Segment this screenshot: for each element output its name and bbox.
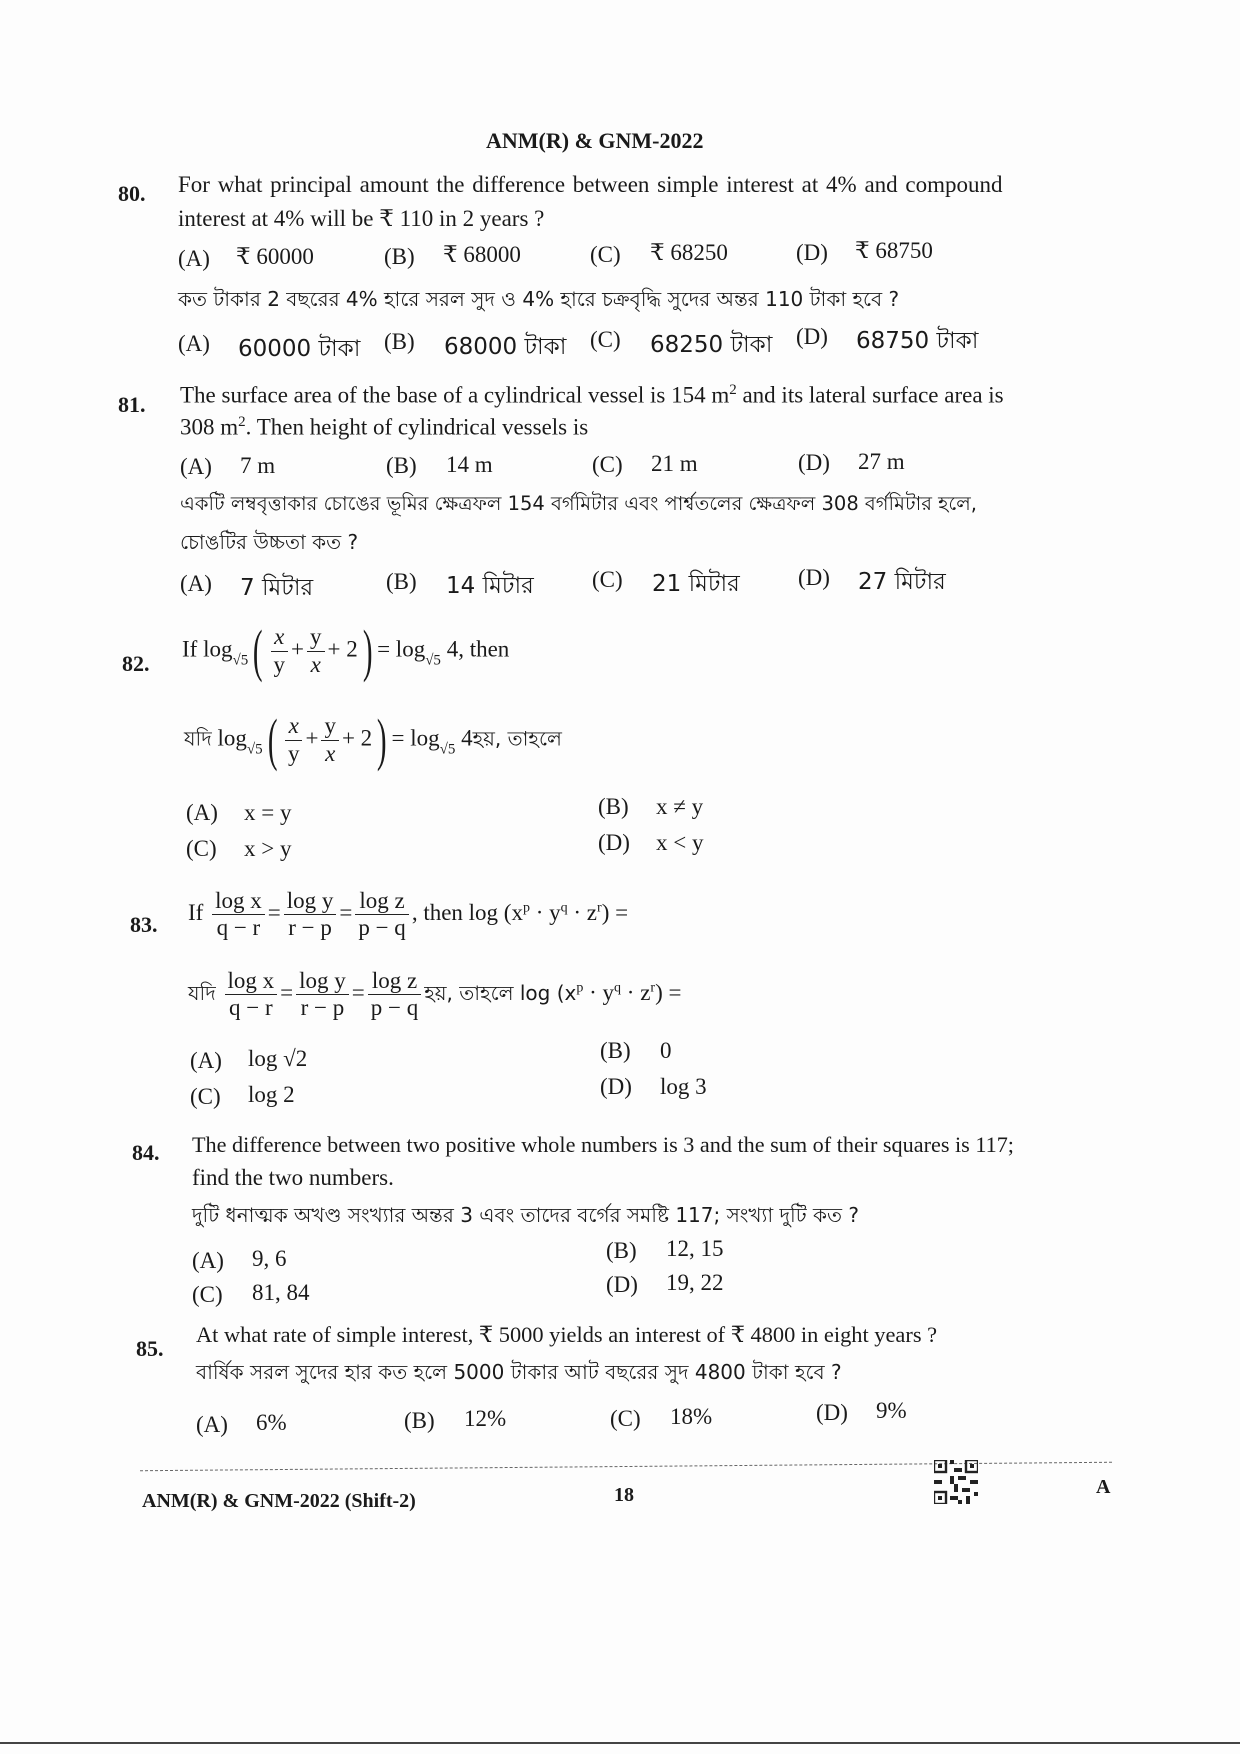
footer-exam-title: ANM(R) & GNM-2022 (Shift-2) <box>142 1490 416 1512</box>
q80-option-a-value: ₹ 60000 <box>236 244 314 269</box>
q85-option-d-label: (D) <box>816 1400 848 1425</box>
q80-option-c-value: ₹ 68250 <box>650 240 728 265</box>
question-number-83: 83. <box>130 912 158 937</box>
q84-option-d-value: 19, 22 <box>666 1270 724 1295</box>
q81-option-c-label: (C) <box>592 452 623 477</box>
q82-option-d-value: x < y <box>656 830 704 855</box>
q80-bn-option-d-label: (D) <box>796 324 828 349</box>
q84-option-c-value: 81, 84 <box>252 1280 310 1305</box>
q83-option-d-label: (D) <box>600 1074 632 1099</box>
q85-option-c-label: (C) <box>610 1406 641 1431</box>
question-number-80: 80. <box>118 181 146 206</box>
superscript-2: 2 <box>238 414 246 430</box>
q80-bn-option-b-label: (B) <box>384 329 415 354</box>
q83-option-d-value: log 3 <box>660 1074 707 1099</box>
q85-option-d-value: 9% <box>876 1398 907 1423</box>
q81-option-b-label: (B) <box>386 453 417 478</box>
question-85-text: At what rate of simple interest, ₹ 5000 yields an interest of ₹ 4800 in eight years ? <box>196 1322 938 1347</box>
q80-bn-option-c-label: (C) <box>590 327 621 352</box>
q81-bn-option-c-value: 21 মিটার <box>652 571 740 597</box>
q81-bn-option-c-label: (C) <box>592 567 623 592</box>
q81-option-a-value: 7 m <box>240 453 276 478</box>
q81-bn-option-a-value: 7 মিটার <box>240 575 314 601</box>
q81-option-a-label: (A) <box>180 454 212 479</box>
page-header-title: ANM(R) & GNM-2022 <box>486 128 704 153</box>
q80-option-c-label: (C) <box>590 242 621 267</box>
question-81-bengali-line1: একটি লম্ববৃত্তাকার চোঙের ভূমির ক্ষেত্রফল 154 বর্গমিটার এবং পার্শ্বতলের ক্ষেত্রফল 308 বর্গমিটার হলে, <box>180 492 977 515</box>
q80-bn-option-d-value: 68750 টাকা <box>856 328 979 354</box>
question-number-82: 82. <box>122 651 150 676</box>
q82-option-a-label: (A) <box>186 800 218 825</box>
q83-option-c-label: (C) <box>190 1084 221 1109</box>
q80-bn-option-a-value: 60000 টাকা <box>238 336 361 362</box>
q80-option-a-label: (A) <box>178 246 210 271</box>
q80-option-d-value: ₹ 68750 <box>855 238 933 263</box>
question-83-equation-en: If $\frac{\text{log x}}{q - r}$ = $\frac{\text{log y}}{r - p}$ = $\frac{\text{log z}}{p - q}$ , then $\log (x^p \cdot y^q \cdot z^r)$ = <box>188 888 629 941</box>
q83-option-b-value: 0 <box>660 1038 672 1063</box>
q84-option-c-label: (C) <box>192 1282 223 1307</box>
page-bottom-edge <box>0 1742 1240 1744</box>
q81-bn-option-b-label: (B) <box>386 569 417 594</box>
q81-bn-option-d-label: (D) <box>798 565 830 590</box>
q81-option-b-value: 14 m <box>446 452 493 477</box>
question-81-bengali-line2: চোঙটির উচ্চতা কত ? <box>180 530 359 554</box>
question-83-equation-bn: যদি $\frac{\text{log x}}{q - r}$ = $\frac{\text{log y}}{r - p}$ = $\frac{\text{log z}}{p - q}$ হয়, তাহলে $\log (x^p \cdot y^q \cdot z^r)$ = <box>188 968 682 1021</box>
question-84-text-line1: The difference between two positive whole numbers is 3 and the sum of their squares is 117; <box>192 1132 1014 1157</box>
q82-option-a-value: x = y <box>244 800 292 825</box>
q84-option-a-value: 9, 6 <box>252 1246 287 1271</box>
question-85-bengali-text: বার্ষিক সরল সুদের হার কত হলে 5000 টাকার আট বছরের সুদ 4800 টাকা হবে ? <box>196 1360 842 1384</box>
q83-option-b-label: (B) <box>600 1038 631 1063</box>
q80-option-b-value: ₹ 68000 <box>443 242 521 267</box>
q83-option-a-label: (A) <box>190 1048 222 1073</box>
q80-bn-option-c-value: 68250 টাকা <box>650 332 773 358</box>
qr-code-icon <box>934 1460 978 1504</box>
q80-bn-option-a-label: (A) <box>178 331 210 356</box>
question-number-81: 81. <box>118 392 146 417</box>
q82-option-d-label: (D) <box>598 830 630 855</box>
q84-option-d-label: (D) <box>606 1272 638 1297</box>
q85-option-b-label: (B) <box>404 1408 435 1433</box>
question-number-84: 84. <box>132 1140 160 1165</box>
q82-option-c-label: (C) <box>186 836 217 861</box>
q81-option-d-value: 27 m <box>858 449 905 474</box>
question-80-text-line1: For what principal amount the difference between simple interest at 4% and compound <box>178 172 1003 197</box>
superscript-2: 2 <box>729 382 737 398</box>
q81-bn-option-a-label: (A) <box>180 571 212 596</box>
question-number-85: 85. <box>136 1336 164 1361</box>
q83-option-c-value: log 2 <box>248 1082 295 1107</box>
footer-set-letter: A <box>1096 1476 1111 1498</box>
q85-option-a-label: (A) <box>196 1412 228 1437</box>
q85-option-b-value: 12% <box>464 1406 507 1431</box>
question-80-text-line2: interest at 4% will be ₹ 110 in 2 years ? <box>178 206 545 231</box>
q81-bn-option-d-value: 27 মিটার <box>858 569 946 595</box>
question-81-text-line2: 308 $m^2$. Then height of cylindrical vessels is <box>180 414 589 440</box>
q83-option-a-value: log √2 <box>248 1046 308 1071</box>
question-84-bengali-text: দুটি ধনাত্মক অখণ্ড সংখ্যার অন্তর 3 এবং তাদের বর্গের সমষ্টি 117; সংখ্যা দুটি কত ? <box>192 1203 859 1227</box>
question-80-bengali-text: কত টাকার 2 বছরের 4% হারে সরল সুদ ও 4% হারে চক্রবৃদ্ধি সুদের অন্তর 110 টাকা হবে ? <box>178 287 900 311</box>
q80-option-b-label: (B) <box>384 244 415 269</box>
q85-option-a-value: 6% <box>256 1410 287 1435</box>
question-82-equation-bn: যদি $\log_{√5}$( $\frac{x}{y}$ + $\frac{y}{x}$ + $2) = \log_{√5}$ 4হয়, তাহলে <box>184 707 562 772</box>
question-84-text-line2: find the two numbers. <box>192 1165 394 1190</box>
question-81-text-line1: The surface area of the base of a cylindrical vessel is 154 $m^2$ and its lateral surface area is <box>180 382 1004 408</box>
q84-option-b-label: (B) <box>606 1238 637 1263</box>
q81-bn-option-b-value: 14 মিটার <box>446 573 534 599</box>
footer-page-number: 18 <box>614 1484 634 1506</box>
q84-option-b-value: 12, 15 <box>666 1236 724 1261</box>
q82-option-b-value: x ≠ y <box>656 794 704 819</box>
q81-option-c-value: 21 m <box>651 451 698 476</box>
q82-option-c-value: x > y <box>244 836 292 861</box>
q84-option-a-label: (A) <box>192 1248 224 1273</box>
q81-option-d-label: (D) <box>798 450 830 475</box>
q80-bn-option-b-value: 68000 টাকা <box>444 334 567 360</box>
q80-option-d-label: (D) <box>796 240 828 265</box>
q82-option-b-label: (B) <box>598 794 629 819</box>
question-82-equation-en: If $\log_{√5}$( $\frac{x}{y}$ + $\frac{y}{x}$ + $2) = \log_{√5} 4$, then <box>182 618 510 683</box>
q85-option-c-value: 18% <box>670 1404 713 1429</box>
